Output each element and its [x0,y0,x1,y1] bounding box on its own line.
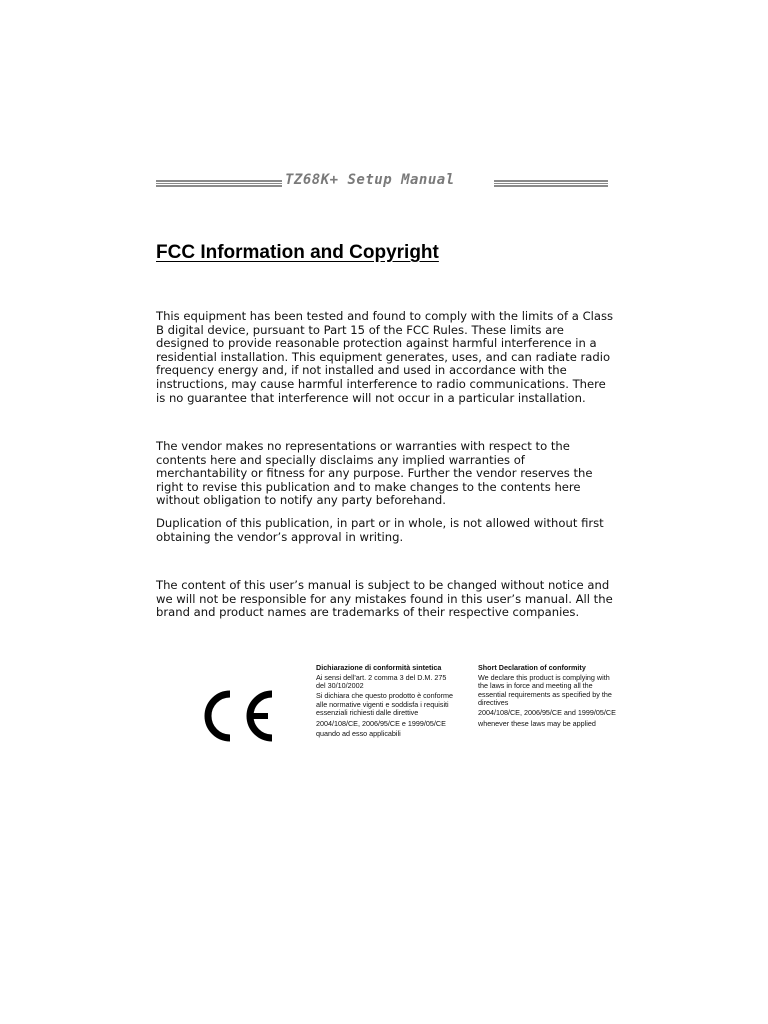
declaration-english [478,664,618,730]
warranty-paragraph: The vendor makes no representations or warranties with respect to the contents here and specially disclaims any implied warranties of merchantability or fitness for any purpose. Further the vendor reserves the right to revise this publication and to make changes to the contents here without obligation to notify any party beforehand. [156,439,593,508]
header-rule-right [494,180,608,187]
declaration-english-line: 2004/108/CE, 2006/95/CE and 1999/05/CE [478,708,616,718]
ce-mark-icon [198,688,280,744]
trademark-paragraph: The content of this user’s manual is subject to be changed without notice and we will not be responsible for any mistakes found in this user’s manual. All the brand and product names are trademarks of their respective companies. [156,578,613,620]
declaration-italian-line: 2004/108/CE, 2006/95/CE e 1999/05/CE [316,718,446,728]
declaration-english-line: We declare this product is complying with the laws in force and meeting all the essential requirements as specified by the directives [478,672,612,708]
duplication-paragraph: Duplication of this publication, in part or in whole, is not allowed without first obtaining the vendor’s approval in writing. [156,516,604,544]
declaration-italian-line: Si dichiara che questo prodotto è conforme alle normative vigenti e soddisfa i requisiti essenziali richiesti dalle direttive [316,691,454,718]
header-rule-left [156,180,282,187]
fcc-paragraph: This equipment has been tested and found to comply with the limits of a Class B digital device, pursuant to Part 15 of the FCC Rules. These limits are designed to provide reasonable protection against harmful interference in a residential installation. This equipment generates, uses, and can radiate radio frequency energy and, if not installed and used in accordance with the instructions, may cause harmful interference to radio communications. There is no guarantee that interference will not occur in a particular installation. [156,309,614,405]
declaration-english-line: whenever these laws may be applied [478,718,596,728]
page-title: FCC Information and Copyright [156,242,439,263]
declaration-italian-heading: Dichiarazione di conformità sintetica [316,663,442,672]
declaration-italian-line: quando ad esso applicabili [316,728,401,738]
declaration-italian [316,664,456,740]
running-header-title: TZ68K+ Setup Manual [285,172,455,188]
declaration-english-heading: Short Declaration of conformity [478,663,586,672]
declaration-italian-line: Ai sensi dell'art. 2 comma 3 del D.M. 275 del 30/10/2002 [316,672,447,691]
